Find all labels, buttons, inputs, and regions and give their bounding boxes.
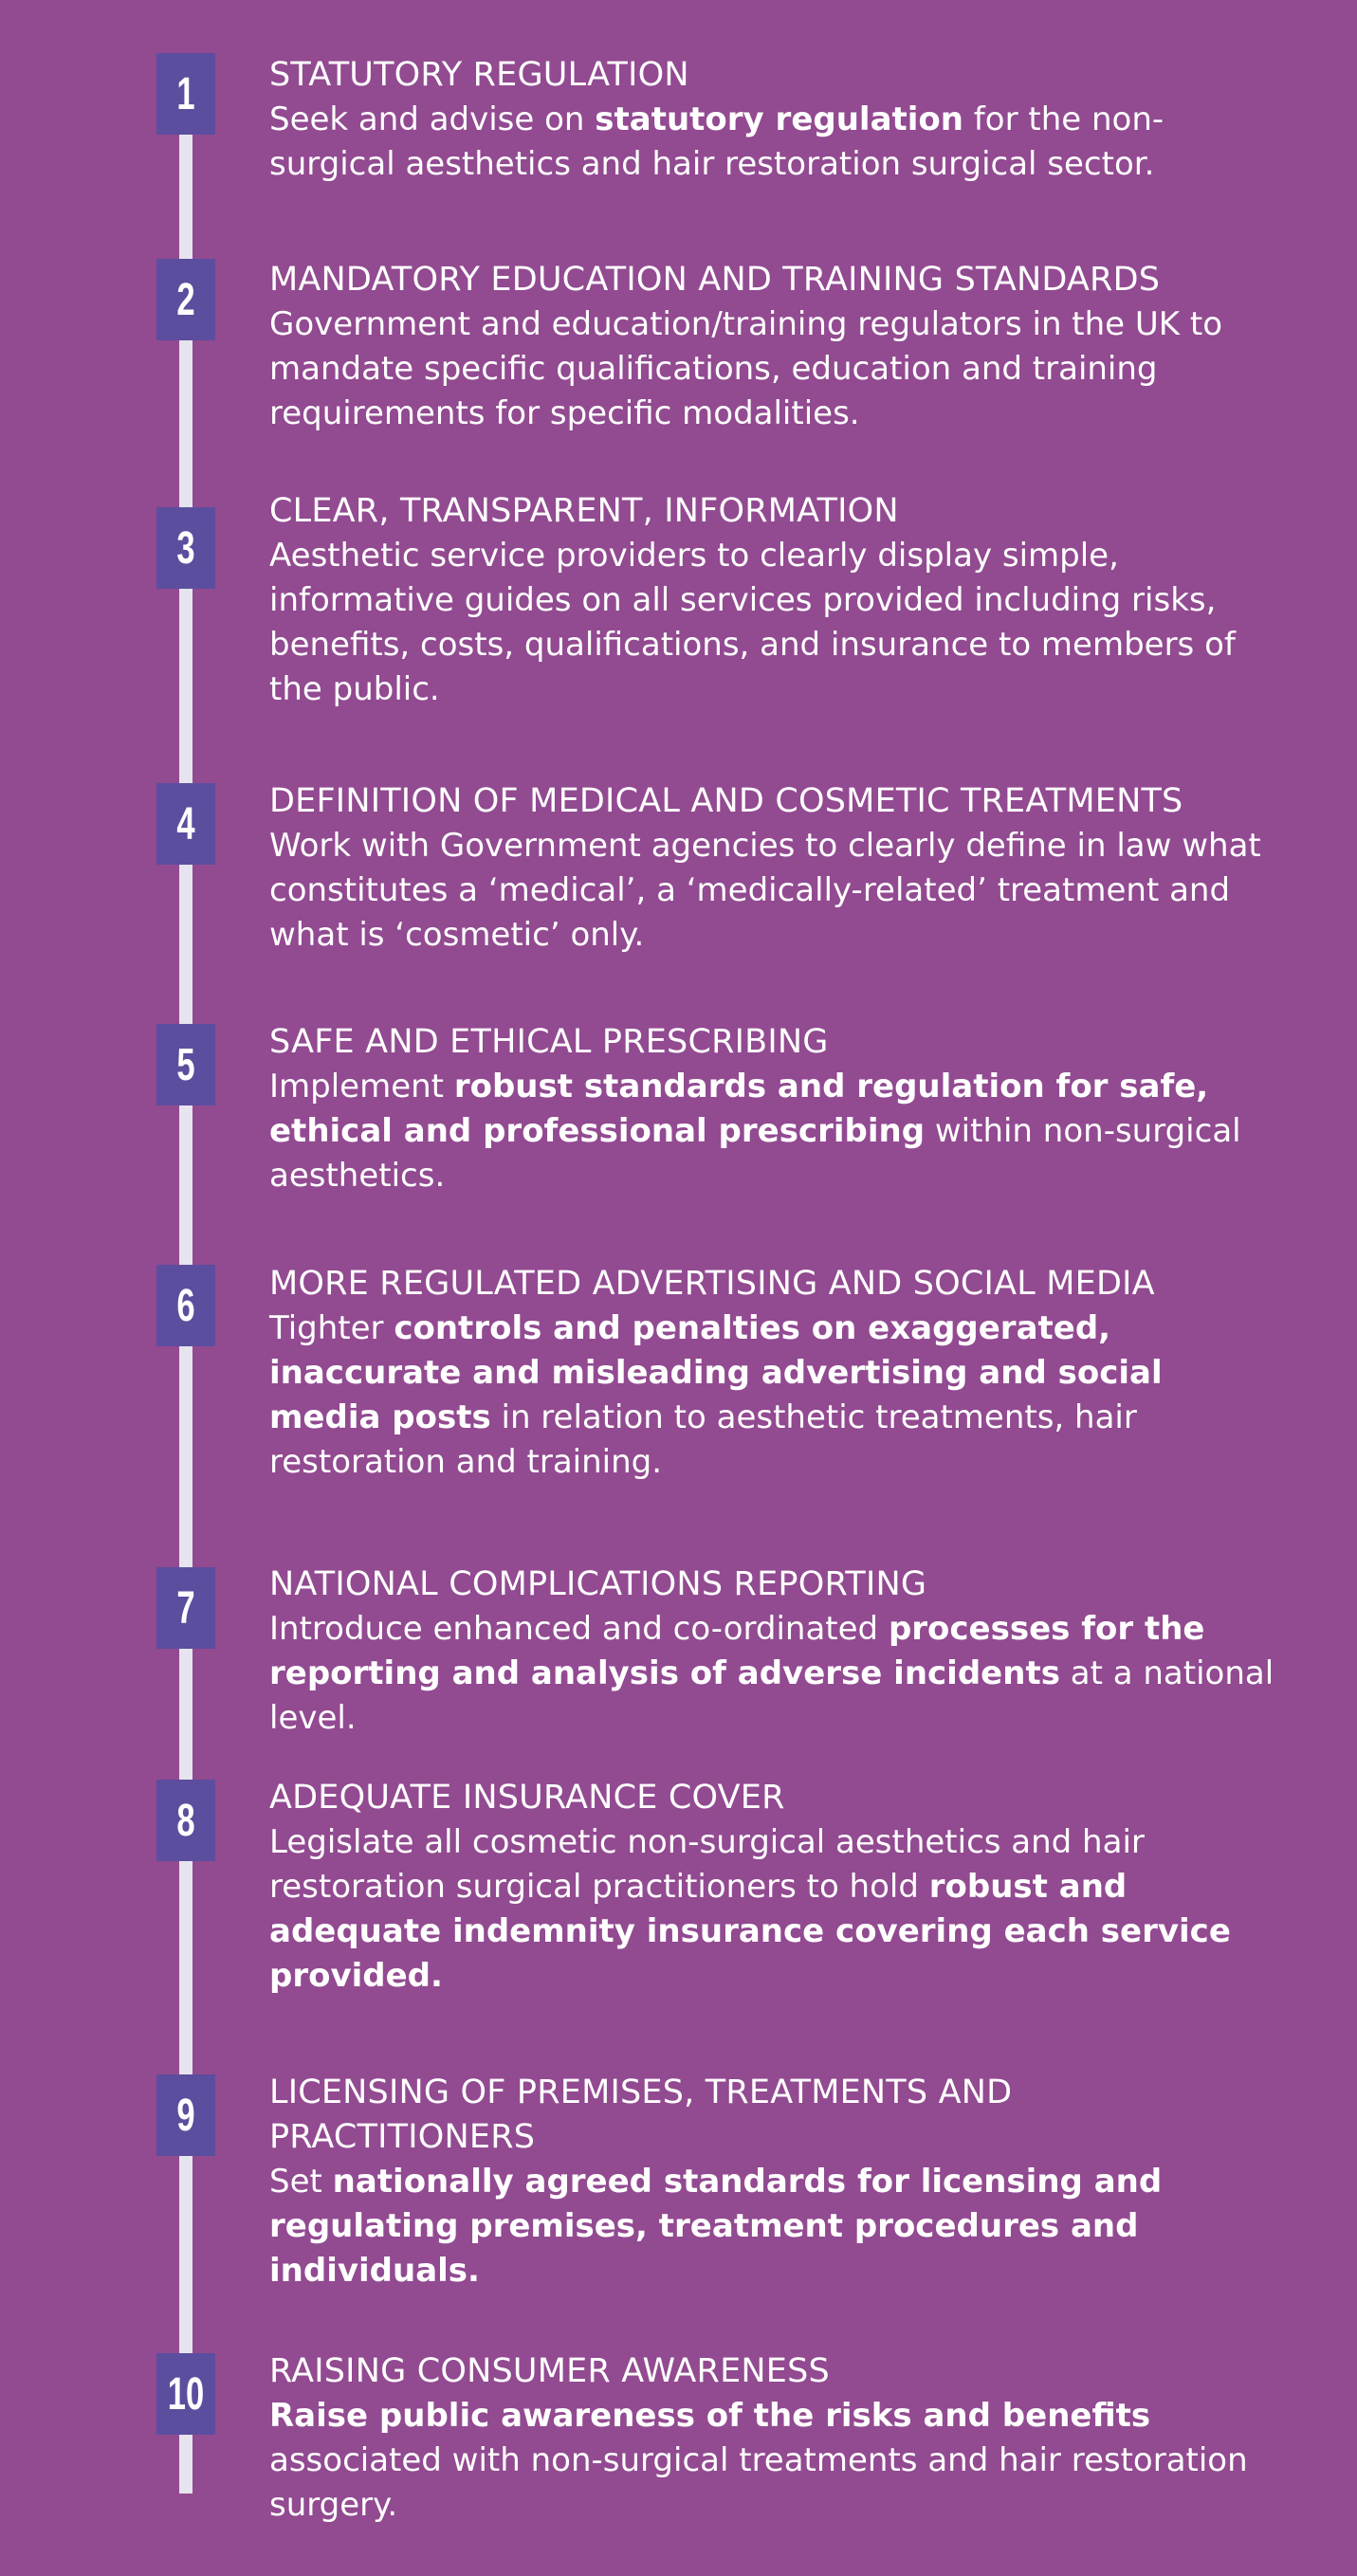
step-number-badge: 7 — [156, 1567, 215, 1649]
step-description-emphasis: controls and penalties on exaggerated, inaccurate and misleading advertising and social media posts — [269, 1309, 1163, 1436]
step-description-text: at a national level. — [269, 1654, 1274, 1737]
step-description — [269, 1065, 1274, 1198]
step-number-badge: 2 — [156, 259, 215, 340]
step-number-badge: 5 — [156, 1024, 215, 1105]
step-number-badge: 8 — [156, 1780, 215, 1861]
step-number-badge: 10 — [156, 2353, 215, 2435]
step-title: DEFINITION OF MEDICAL AND COSMETIC TREATMENTS — [269, 782, 1183, 820]
step-content — [269, 1562, 1274, 1741]
step-content — [269, 2071, 1274, 2293]
step-title: CLEAR, TRANSPARENT, INFORMATION — [269, 492, 899, 530]
step-description-text: Aesthetic service providers to clearly display simple, informative guides on all services provided including risks, benefits, costs, qualifications, and insurance to members of the public. — [269, 537, 1236, 708]
step-description-text: Set — [269, 2163, 333, 2201]
step-content — [269, 1776, 1274, 1999]
step-description-emphasis: statutory regulation — [595, 100, 963, 138]
step-description — [269, 534, 1274, 712]
step-title: MANDATORY EDUCATION AND TRAINING STANDARDS — [269, 261, 1161, 299]
step-description-text: Seek and advise on — [269, 100, 596, 138]
step-description-emphasis: Raise public awareness of the risks and benefits — [269, 2397, 1151, 2435]
step-description-emphasis: processes for the reporting and analysis of adverse incidents — [269, 1610, 1205, 1692]
step-description — [269, 98, 1274, 187]
step-content — [269, 53, 1274, 187]
step-number-badge: 4 — [156, 783, 215, 865]
step-description — [269, 1820, 1274, 1999]
step-title: RAISING CONSUMER AWARENESS — [269, 2352, 830, 2390]
step-number-badge: 9 — [156, 2074, 215, 2156]
step-title: STATUTORY REGULATION — [269, 56, 689, 94]
step-description — [269, 2160, 1274, 2293]
step-description-emphasis: robust and adequate indemnity insurance covering each service provided. — [269, 1868, 1231, 1995]
step-description-text: Implement — [269, 1068, 454, 1105]
step-description-text: Introduce enhanced and co-ordinated — [269, 1610, 889, 1648]
step-number-badge: 6 — [156, 1265, 215, 1346]
step-description-text: in relation to aesthetic treatments, hair restoration and training. — [269, 1398, 1137, 1481]
step-content — [269, 2349, 1274, 2528]
step-description — [269, 824, 1274, 958]
step-content — [269, 779, 1274, 958]
step-title: LICENSING OF PREMISES, TREATMENTS AND PRACTITIONERS — [269, 2074, 1013, 2156]
step-description-text: Government and education/training regulators in the UK to mandate specific qualifications, education and training requirements for specific modalities. — [269, 305, 1223, 432]
step-number-badge: 3 — [156, 507, 215, 589]
step-title: ADEQUATE INSURANCE COVER — [269, 1779, 785, 1817]
step-description-text: associated with non-surgical treatments and hair restoration surgery. — [269, 2441, 1248, 2524]
step-title: NATIONAL COMPLICATIONS REPORTING — [269, 1565, 927, 1603]
step-title: MORE REGULATED ADVERTISING AND SOCIAL MEDIA — [269, 1265, 1155, 1303]
step-description — [269, 302, 1274, 436]
step-description-text: Work with Government agencies to clearly define in law what constitutes a ‘medical’, a ‘medically-related’ treatment and what is ‘cosmetic’ only. — [269, 827, 1261, 954]
step-content — [269, 1262, 1274, 1485]
step-description — [269, 1306, 1274, 1485]
step-content — [269, 1020, 1274, 1198]
step-description-text: for the non-surgical aesthetics and hair restoration surgical sector. — [269, 100, 1164, 183]
step-number-badge: 1 — [156, 53, 215, 135]
step-description-emphasis: nationally agreed standards for licensing and regulating premises, treatment procedures and individuals. — [269, 2163, 1163, 2290]
step-description-emphasis: robust standards and regulation for safe, ethical and professional prescribing — [269, 1068, 1209, 1150]
step-description-text: Legislate all cosmetic non-surgical aesthetics and hair restoration surgical practitioners to hold — [269, 1823, 1145, 1906]
step-description-text: Tighter — [269, 1309, 394, 1347]
step-content — [269, 258, 1274, 436]
step-content — [269, 489, 1274, 712]
step-title: SAFE AND ETHICAL PRESCRIBING — [269, 1023, 829, 1061]
step-description — [269, 1607, 1274, 1741]
step-description — [269, 2394, 1274, 2528]
step-description-text: within non-surgical aesthetics. — [269, 1112, 1241, 1195]
